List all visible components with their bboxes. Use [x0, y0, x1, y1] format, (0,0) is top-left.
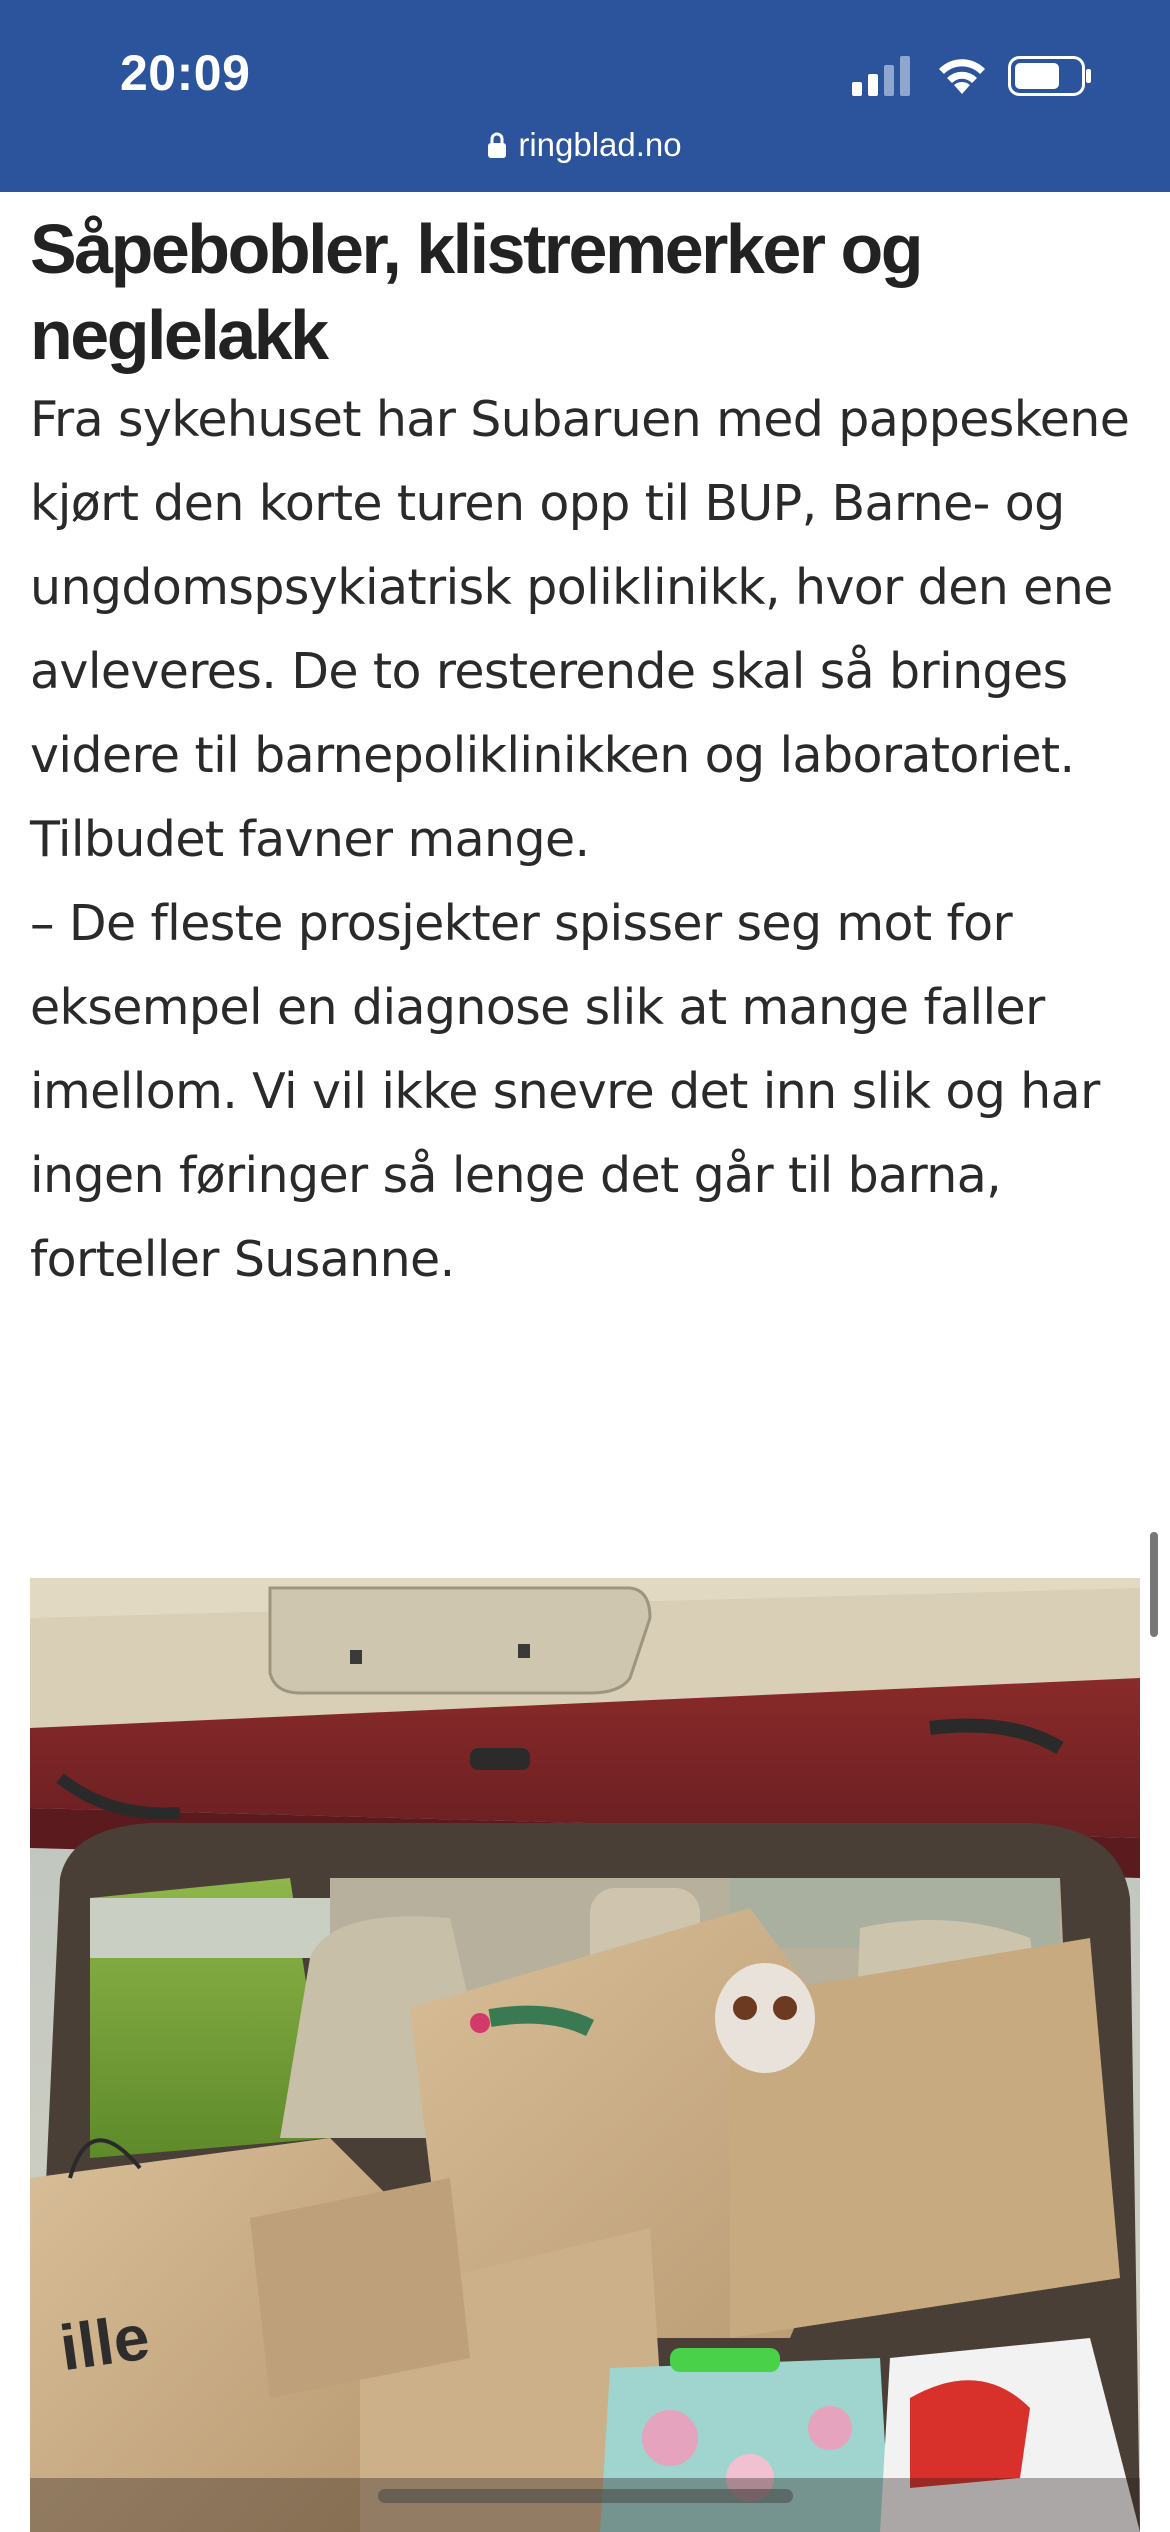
- home-indicator[interactable]: [378, 2489, 793, 2503]
- bag-logo: ille: [55, 2300, 154, 2385]
- status-bar: [0, 0, 1170, 192]
- car-trunk-photo: [30, 1578, 1140, 2532]
- article-paragraph: – De fleste prosjekter spisser seg mot for eksempel en diagnose slik at mange faller imellom. Vi vil ikke snevre det inn slik og har ingen føringer så lenge det går til barna, forteller Susanne.: [30, 895, 1100, 1288]
- article-photo[interactable]: [30, 1578, 1140, 2532]
- article-paragraph: Fra sykehuset har Subaruen med pappeskene kjørt den korte turen opp til BUP, Barne- og ungdomspsykiatrisk poliklinikk, hvor den ene avleveres. De to resterende skal så bringes videre til barnepoliklinikken og laboratoriet. Tilbudet favner mange.: [30, 391, 1130, 868]
- clock: 20:09: [120, 45, 251, 101]
- article-body: [30, 192, 1140, 1302]
- wifi-icon: [936, 54, 988, 96]
- scrollbar[interactable]: [1150, 1532, 1158, 1637]
- address-bar[interactable]: [0, 126, 1170, 164]
- url-text: ringblad.no: [518, 126, 682, 163]
- lock-icon: [488, 132, 506, 158]
- article-subheading: Såpebobler, klistremerker og neglelakk: [30, 210, 921, 374]
- battery-icon: [1008, 56, 1092, 96]
- cellular-signal-icon: [852, 56, 914, 96]
